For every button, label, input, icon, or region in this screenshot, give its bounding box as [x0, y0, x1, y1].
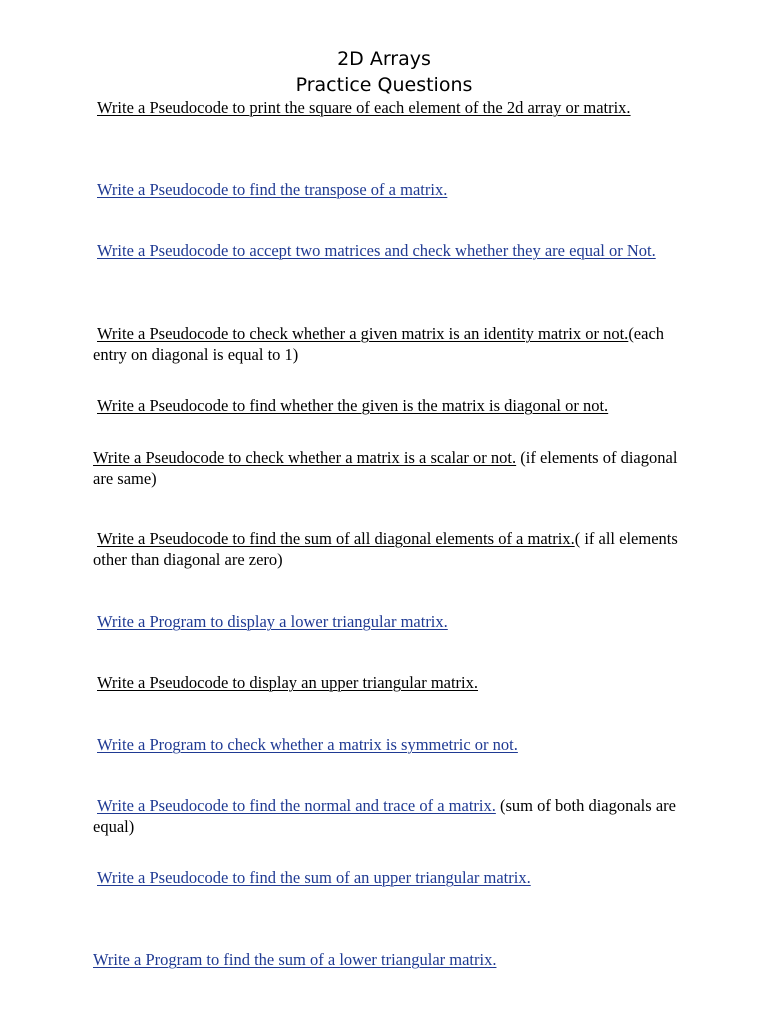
question-4	[93, 323, 683, 365]
question-9	[93, 672, 683, 693]
question-9-text: Write a Pseudocode to display an upper triangular matrix.	[97, 673, 479, 692]
question-2-link[interactable]: Write a Pseudocode to find the transpose of a matrix.	[97, 180, 448, 199]
question-4-note: (each entry on diagonal is equal to 1)	[93, 324, 665, 364]
title-block	[0, 46, 768, 98]
question-5-text: Write a Pseudocode to find whether the given is the matrix is diagonal or not.	[97, 396, 609, 415]
question-11-note: (sum of both diagonals are equal)	[93, 796, 676, 836]
question-7-text: Write a Pseudocode to find the sum of all diagonal elements of a matrix.	[97, 529, 575, 548]
question-6-note: (if elements of diagonal are same)	[93, 448, 678, 488]
question-1	[93, 97, 683, 118]
document-title: 2D Arrays	[337, 48, 431, 70]
question-3[interactable]	[93, 240, 683, 261]
question-1-text: Write a Pseudocode to print the square of each element of the 2d array or matrix.	[97, 98, 631, 117]
question-13-link[interactable]: Write a Program to find the sum of a lower triangular matrix.	[93, 950, 497, 969]
question-10-link[interactable]: Write a Program to check whether a matrix is symmetric or not.	[97, 735, 518, 754]
question-13[interactable]	[93, 949, 683, 970]
question-6	[93, 447, 683, 489]
question-12[interactable]	[93, 867, 683, 888]
document-subtitle: Practice Questions	[295, 74, 473, 96]
question-11-link[interactable]: Write a Pseudocode to find the normal and trace of a matrix.	[97, 796, 496, 815]
question-7	[93, 528, 683, 570]
question-4-text: Write a Pseudocode to check whether a given matrix is an identity matrix or not.	[97, 324, 629, 343]
question-3-link[interactable]: Write a Pseudocode to accept two matrices and check whether they are equal or Not.	[97, 241, 656, 260]
question-5	[93, 395, 683, 416]
question-11[interactable]	[93, 795, 683, 837]
question-8-link[interactable]: Write a Program to display a lower triangular matrix.	[97, 612, 448, 631]
question-2[interactable]	[93, 179, 683, 200]
question-6-text: Write a Pseudocode to check whether a matrix is a scalar or not.	[93, 448, 517, 467]
question-8[interactable]	[93, 611, 683, 632]
question-7-note: ( if all elements other than diagonal are zero)	[93, 529, 678, 569]
question-10[interactable]	[93, 734, 683, 755]
question-12-link[interactable]: Write a Pseudocode to find the sum of an upper triangular matrix.	[97, 868, 531, 887]
